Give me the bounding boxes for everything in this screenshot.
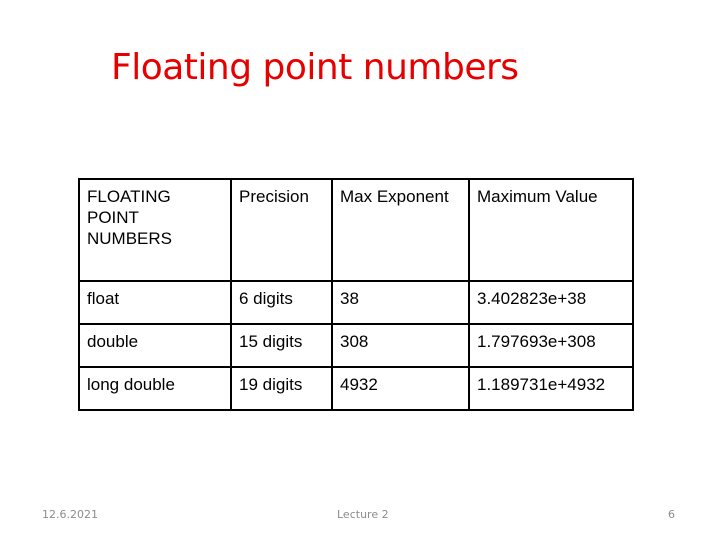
cell-max-exponent: 308	[332, 324, 469, 367]
footer-lecture-label: Lecture 2	[337, 508, 389, 521]
header-floating-point-numbers: FLOATING POINT NUMBERS	[79, 179, 231, 281]
table-row	[79, 367, 633, 410]
floating-point-table	[78, 178, 634, 411]
footer-date: 12.6.2021	[42, 508, 98, 521]
footer-page-number: 6	[668, 508, 675, 521]
cell-maximum-value: 1.189731e+4932	[469, 367, 633, 410]
table-row	[79, 281, 633, 324]
cell-precision: 15 digits	[231, 324, 332, 367]
cell-type: double	[79, 324, 231, 367]
header-maximum-value: Maximum Value	[469, 179, 633, 281]
cell-precision: 6 digits	[231, 281, 332, 324]
cell-precision: 19 digits	[231, 367, 332, 410]
header-precision: Precision	[231, 179, 332, 281]
cell-type: float	[79, 281, 231, 324]
cell-type: long double	[79, 367, 231, 410]
cell-maximum-value: 1.797693e+308	[469, 324, 633, 367]
table-header-row	[79, 179, 633, 281]
slide-title: Floating point numbers	[111, 47, 519, 88]
cell-maximum-value: 3.402823e+38	[469, 281, 633, 324]
cell-max-exponent: 4932	[332, 367, 469, 410]
table-row	[79, 324, 633, 367]
header-max-exponent: Max Exponent	[332, 179, 469, 281]
cell-max-exponent: 38	[332, 281, 469, 324]
